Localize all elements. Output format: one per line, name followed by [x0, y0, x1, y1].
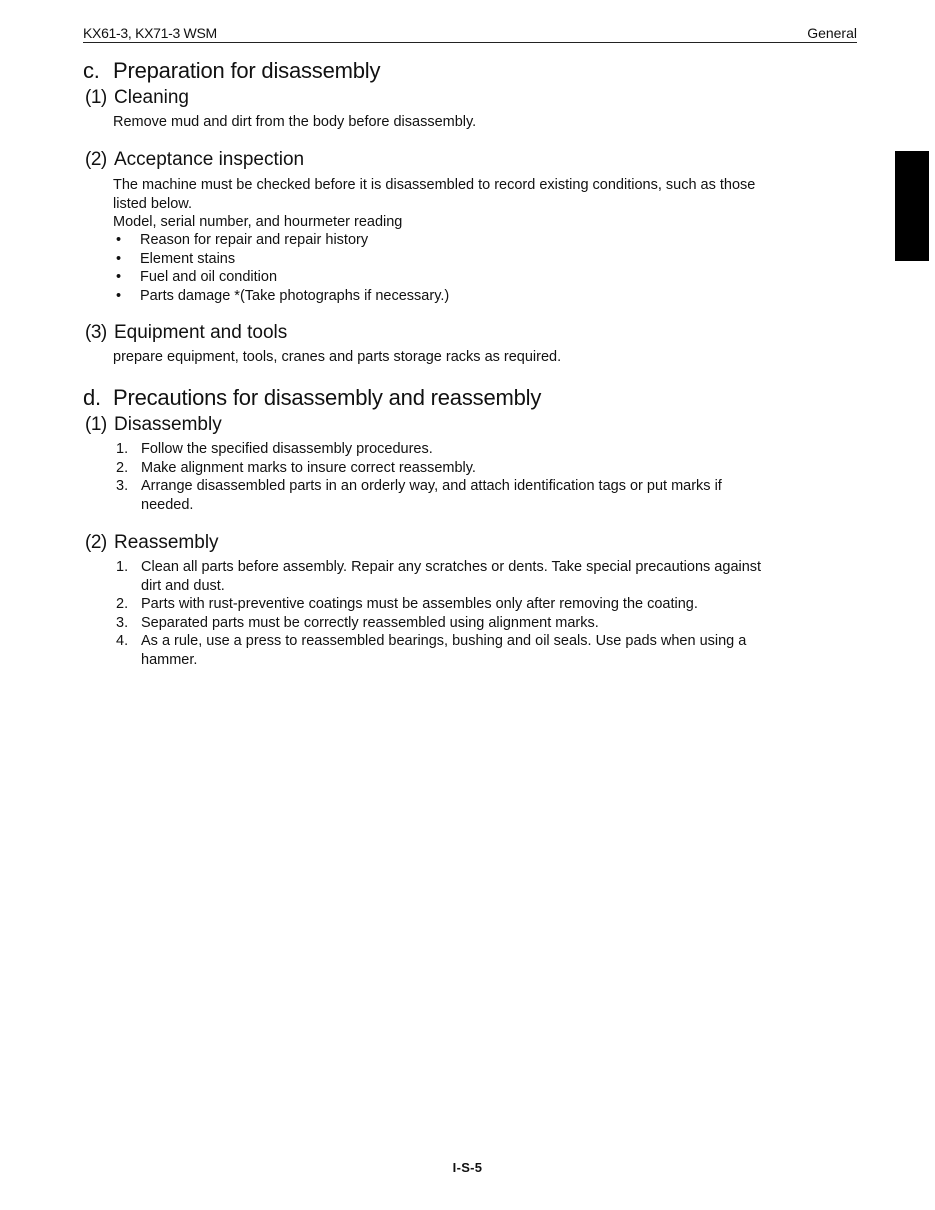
list-item: 3. Separated parts must be correctly reassembled using alignment marks. [116, 614, 599, 631]
manual-title: KX61-3, KX71-3 WSM [83, 25, 217, 41]
list-item: • Reason for repair and repair history [113, 231, 449, 250]
bullet-icon: • [116, 250, 122, 267]
list-item: 4. As a rule, use a press to reassembled bearings, bushing and oil seals. Use pads when using a hammer. [116, 633, 747, 668]
list-item: • Element stains [113, 250, 449, 269]
list-item: • Fuel and oil condition [113, 268, 449, 287]
list-item: 2. Parts with rust-preventive coatings must be assembles only after removing the coating. [116, 596, 698, 612]
section-c-heading: c. Preparation for disassembly [83, 58, 381, 83]
acceptance-inspection-heading: (2) Acceptance inspection [85, 149, 305, 170]
equipment-tools-text: prepare equipment, tools, cranes and parts storage racks as required. [113, 349, 562, 365]
section-d-title: Precautions for disassembly and reassembly [113, 385, 542, 410]
reassembly-steps [113, 558, 863, 669]
chapter-name: General [807, 25, 857, 41]
bullet-icon: • [116, 287, 122, 304]
list-item: 1. Follow the specified disassembly procedures. [116, 441, 433, 457]
equipment-tools-heading: (3) Equipment and tools [85, 322, 288, 343]
cleaning-heading: (1) Cleaning [85, 87, 189, 108]
disassembly-heading: (1) Disassembly [85, 414, 222, 435]
section-tab-marker [895, 151, 929, 261]
page-header [83, 24, 857, 43]
reassembly-heading: (2) Reassembly [85, 532, 219, 553]
bullet-icon: • [116, 269, 122, 285]
section-c-title: Preparation for disassembly [113, 58, 381, 83]
cleaning-text: Remove mud and dirt from the body before disassembly. [113, 114, 477, 130]
list-item: 2. Make alignment marks to insure correct reassembly. [116, 459, 476, 476]
list-item: • Parts damage *(Take photographs if necessary.) [113, 287, 449, 306]
list-item: 3. Arrange disassembled parts in an orderly way, and attach identification tags or put marks if needed. [116, 478, 722, 513]
inspection-bullet-list [113, 231, 449, 305]
bullet-icon: • [116, 232, 122, 248]
page-number: I-S-5 [452, 1160, 483, 1175]
acceptance-inspection-text: The machine must be checked before it is disassembled to record existing conditions, such as those listed below. Model, serial number, and hourmeter reading [113, 177, 756, 230]
list-item: 1. Clean all parts before assembly. Repair any scratches or dents. Take special precautions against dirt and dust. [116, 559, 762, 594]
section-d-heading: d. Precautions for disassembly and reassembly [83, 385, 542, 410]
disassembly-steps [113, 440, 863, 514]
